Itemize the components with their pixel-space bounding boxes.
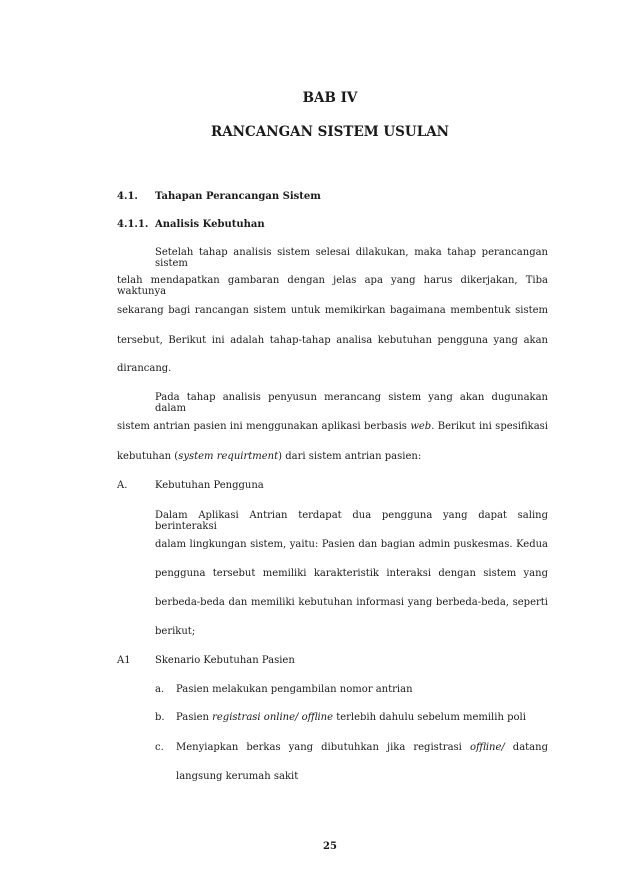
item-a-marker: A. [117, 480, 128, 491]
sub-item-c-marker: c. [155, 742, 164, 753]
paragraph2-line2: sistem antrian pasien ini menggunakan aplikasi berbasis web. Berikut ini spesifikasi [117, 421, 548, 432]
item-a-label: Kebutuhan Pengguna [155, 480, 264, 491]
chapter-title: RANCANGAN SISTEM USULAN [210, 124, 450, 140]
registration-mode-term: registrasi online/ offline [212, 712, 334, 723]
subsection-title: Analisis Kebutuhan [155, 219, 265, 230]
offline-term: offline/ [469, 742, 505, 753]
item-a1-marker: A1 [117, 655, 131, 666]
item-a-line4: berbeda-beda dan memiliki kebutuhan informasi yang berbeda-beda, seperti [155, 597, 548, 608]
paragraph1-line3: sekarang bagi rancangan sistem untuk memikirkan bagaimana membentuk sistem [117, 305, 548, 316]
item-a-line2: dalam lingkungan sistem, yaitu: Pasien dan bagian admin puskesmas. Kedua [155, 539, 548, 550]
paragraph1-line5: dirancang. [117, 363, 172, 374]
sub-item-b-marker: b. [155, 712, 165, 723]
paragraph1-line2: telah mendapatkan gambaran dengan jelas apa yang harus dikerjakan, Tiba waktunya [117, 275, 548, 297]
system-requirement-term: system requirtment [178, 451, 279, 462]
paragraph1-line1: Setelah tahap analisis sistem selesai dilakukan, maka tahap perancangan sistem [155, 247, 548, 269]
item-a1-label: Skenario Kebutuhan Pasien [155, 655, 295, 666]
web-term: web [410, 421, 432, 432]
item-a-line1: Dalam Aplikasi Antrian terdapat dua pengguna yang dapat saling berinteraksi [155, 510, 548, 532]
item-a-line3: pengguna tersebut memiliki karakteristik interaksi dengan sistem yang [155, 568, 548, 579]
paragraph2-line3: kebutuhan (system requirtment) dari sistem antrian pasien: [117, 451, 422, 462]
paragraph1-line4: tersebut, Berikut ini adalah tahap-tahap analisa kebutuhan pengguna yang akan [117, 335, 548, 346]
paragraph2-line1: Pada tahap analisis penyusun merancang sistem yang akan dugunakan dalam [155, 392, 548, 414]
sub-item-c-line2: langsung kerumah sakit [176, 771, 299, 782]
sub-item-a-text: Pasien melakukan pengambilan nomor antrian [176, 684, 413, 695]
sub-item-b-text: Pasien registrasi online/ offline terlebih dahulu sebelum memilih poli [176, 712, 526, 723]
subsection-number: 4.1.1. [117, 219, 149, 230]
sub-item-a-marker: a. [155, 684, 165, 695]
section-title: Tahapan Perancangan Sistem [155, 191, 321, 202]
chapter-number: BAB IV [302, 90, 358, 106]
page-number: 25 [323, 841, 337, 852]
section-number: 4.1. [117, 191, 138, 202]
item-a-line5: berikut; [155, 626, 196, 637]
sub-item-c-line1: Menyiapkan berkas yang dibutuhkan jika registrasi offline/ datang [176, 742, 548, 753]
